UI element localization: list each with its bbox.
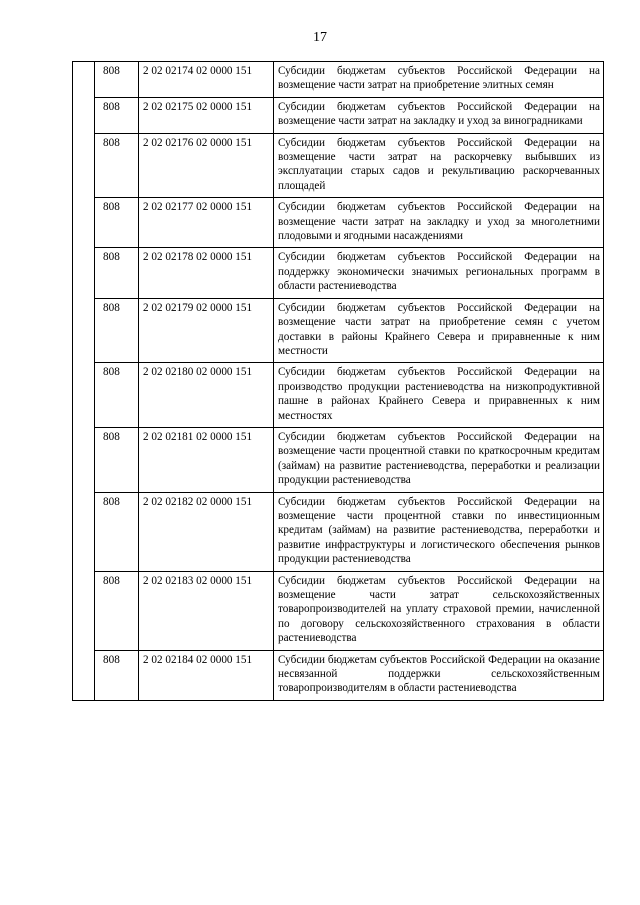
revenue-code-cell: 2 02 02180 02 0000 151 bbox=[139, 363, 274, 428]
revenue-code-cell: 2 02 02175 02 0000 151 bbox=[139, 97, 274, 133]
revenue-code-cell: 2 02 02181 02 0000 151 bbox=[139, 427, 274, 492]
table-row bbox=[73, 133, 604, 198]
table-body bbox=[73, 62, 604, 701]
revenue-name-cell: Субсидии бюджетам субъектов Российской Федерации на производство продукции растениеводства на низкопродуктивной пашне в районах Крайнего Севера и приравненных к ним местностях bbox=[274, 363, 604, 428]
revenue-name-cell: Субсидии бюджетам субъектов Российской Федерации на возмещение части затрат на закладку и уход за виноградниками bbox=[274, 97, 604, 133]
revenue-code-cell: 2 02 02177 02 0000 151 bbox=[139, 198, 274, 248]
revenue-name-cell: Субсидии бюджетам субъектов Российской Федерации на возмещение части затрат сельскохозяйственных товаропроизводителей на уплату страховой премии, начисленной по договору сельскохозяйственного страхования в области растениеводства bbox=[274, 571, 604, 650]
revenue-code-cell: 2 02 02179 02 0000 151 bbox=[139, 298, 274, 363]
revenue-code-cell: 2 02 02183 02 0000 151 bbox=[139, 571, 274, 650]
revenue-name-cell: Субсидии бюджетам субъектов Российской Федерации на возмещение части процентной ставки по инвестиционным кредитам (займам) на развитие растениеводства, переработки и развитие инфраструктуры и логистического обеспечения рынков продукции растениеводства bbox=[274, 492, 604, 571]
administrator-code-cell: 808 bbox=[95, 198, 139, 248]
revenue-code-cell: 2 02 02174 02 0000 151 bbox=[139, 62, 274, 98]
table-row bbox=[73, 97, 604, 133]
revenue-code-cell: 2 02 02178 02 0000 151 bbox=[139, 248, 274, 298]
revenue-code-cell: 2 02 02176 02 0000 151 bbox=[139, 133, 274, 198]
revenue-code-cell: 2 02 02184 02 0000 151 bbox=[139, 650, 274, 700]
empty-cell bbox=[73, 571, 95, 650]
empty-cell bbox=[73, 298, 95, 363]
empty-cell bbox=[73, 198, 95, 248]
table-row bbox=[73, 298, 604, 363]
revenue-name-cell: Субсидии бюджетам субъектов Российской Федерации на возмещение части затрат на закладку и уход за многолетними плодовыми и ягодными насаждениями bbox=[274, 198, 604, 248]
page-number: 17 bbox=[313, 30, 327, 45]
empty-cell bbox=[73, 427, 95, 492]
revenue-name-cell: Субсидии бюджетам субъектов Российской Федерации на возмещение части затрат на раскорчевку выбывших из эксплуатации старых садов и рекультивацию раскорчеванных площадей bbox=[274, 133, 604, 198]
table-row bbox=[73, 62, 604, 98]
revenue-name-cell: Субсидии бюджетам субъектов Российской Федерации на возмещение части затрат на приобретение элитных семян bbox=[274, 62, 604, 98]
administrator-code-cell: 808 bbox=[95, 650, 139, 700]
empty-cell bbox=[73, 62, 95, 98]
table-row bbox=[73, 571, 604, 650]
revenue-name-cell: Субсидии бюджетам субъектов Российской Федерации на оказание несвязанной поддержки сельскохозяйственным товаропроизводителям в области растениеводства bbox=[274, 650, 604, 700]
table-row bbox=[73, 363, 604, 428]
empty-cell bbox=[73, 650, 95, 700]
revenue-name-cell: Субсидии бюджетам субъектов Российской Федерации на возмещение части затрат на приобретение семян с учетом доставки в районы Крайнего Севера и приравненные к ним местности bbox=[274, 298, 604, 363]
revenue-code-cell: 2 02 02182 02 0000 151 bbox=[139, 492, 274, 571]
administrator-code-cell: 808 bbox=[95, 62, 139, 98]
empty-cell bbox=[73, 133, 95, 198]
administrator-code-cell: 808 bbox=[95, 248, 139, 298]
revenue-name-cell: Субсидии бюджетам субъектов Российской Федерации на поддержку экономически значимых региональных программ в области растениеводства bbox=[274, 248, 604, 298]
table-row bbox=[73, 198, 604, 248]
empty-cell bbox=[73, 97, 95, 133]
table-row bbox=[73, 650, 604, 700]
empty-cell bbox=[73, 492, 95, 571]
administrator-code-cell: 808 bbox=[95, 363, 139, 428]
table-row bbox=[73, 427, 604, 492]
table-row bbox=[73, 492, 604, 571]
empty-cell bbox=[73, 363, 95, 428]
administrator-code-cell: 808 bbox=[95, 492, 139, 571]
administrator-code-cell: 808 bbox=[95, 571, 139, 650]
table-row bbox=[73, 248, 604, 298]
administrator-code-cell: 808 bbox=[95, 97, 139, 133]
budget-classification-table bbox=[72, 61, 604, 701]
administrator-code-cell: 808 bbox=[95, 427, 139, 492]
empty-cell bbox=[73, 248, 95, 298]
administrator-code-cell: 808 bbox=[95, 133, 139, 198]
revenue-name-cell: Субсидии бюджетам субъектов Российской Федерации на возмещение части процентной ставки по краткосрочным кредитам (займам) на развитие растениеводства, переработки и реализации продукции растениеводства bbox=[274, 427, 604, 492]
administrator-code-cell: 808 bbox=[95, 298, 139, 363]
